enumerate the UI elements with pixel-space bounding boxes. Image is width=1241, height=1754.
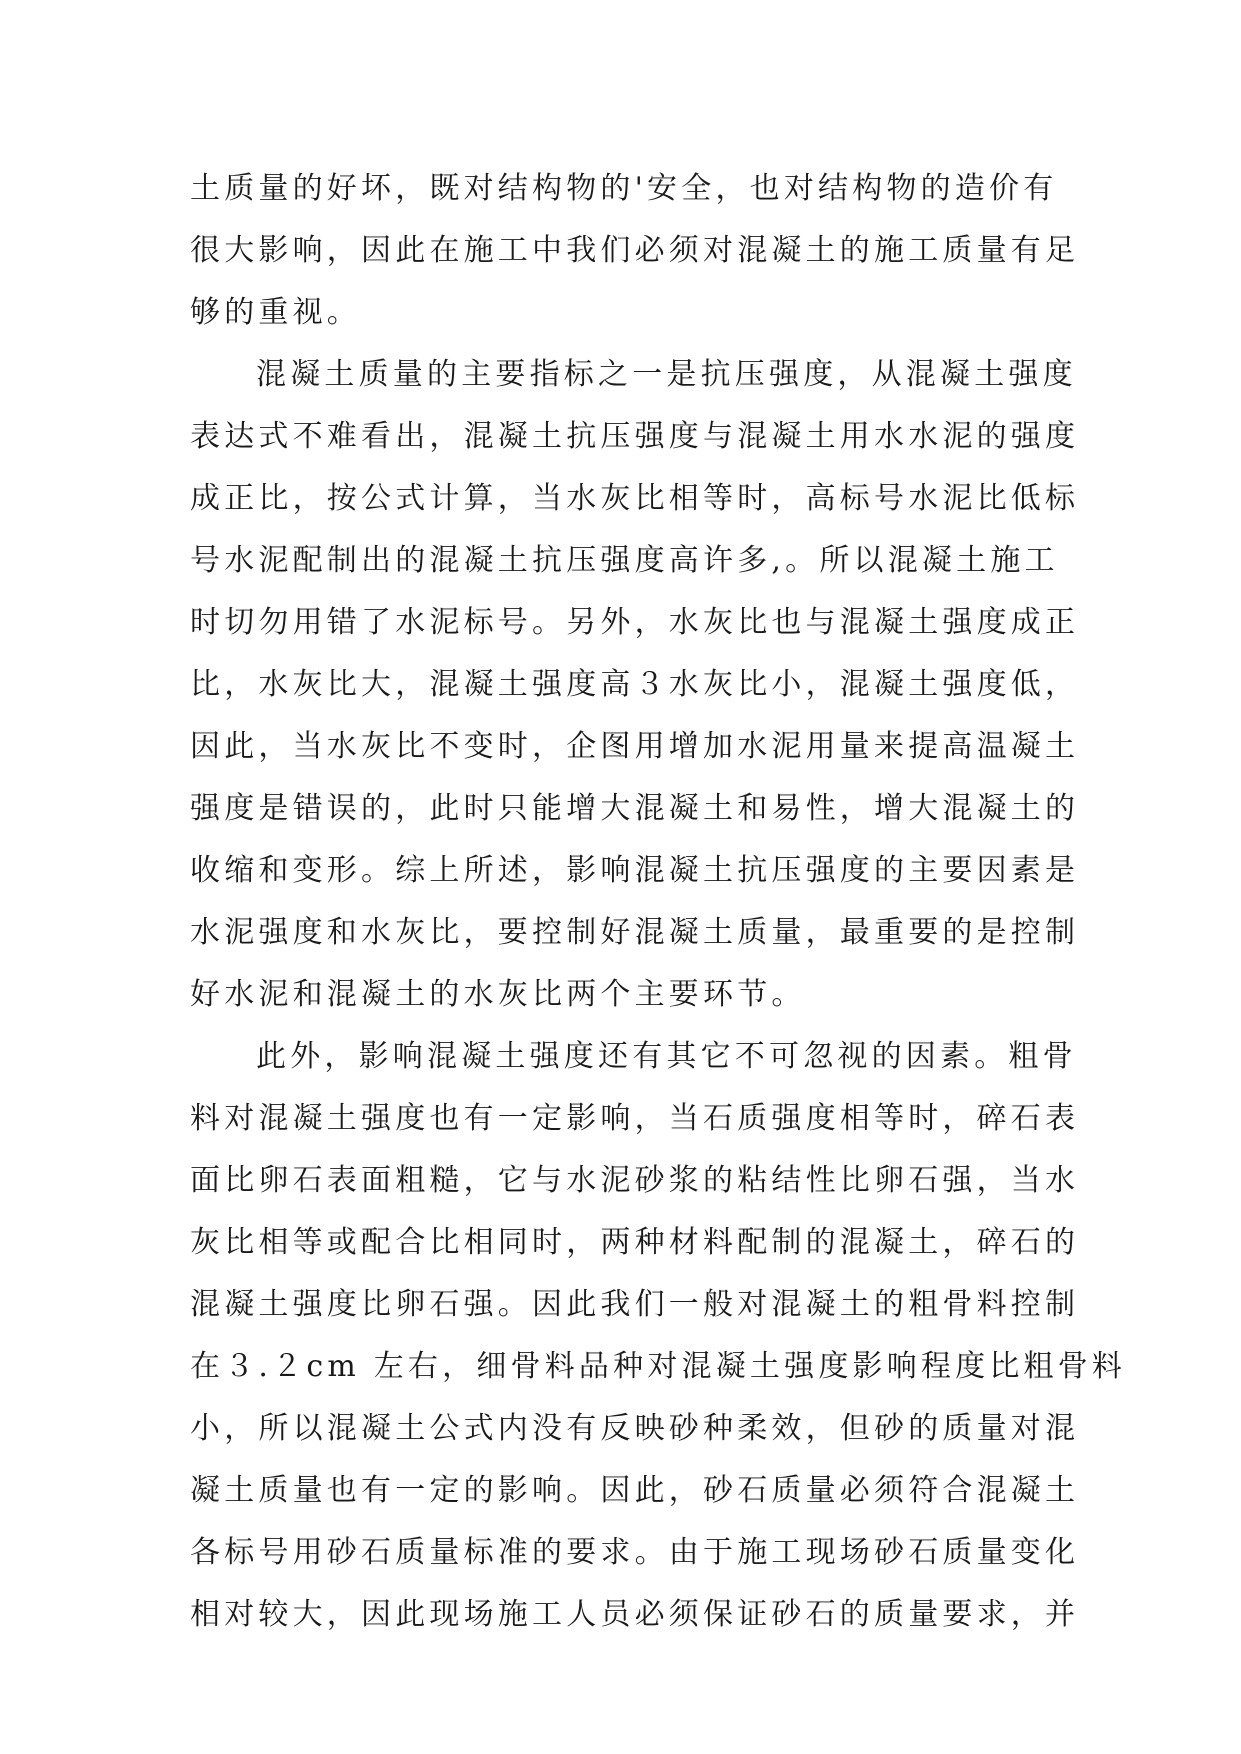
text-line: 成正比，按公式计算，当水灰比相等时，高标号水泥比低标	[190, 481, 1080, 516]
body-text	[190, 158, 1127, 1646]
text-line: 比，水灰比大，混凝土强度高３水灰比小，混凝土强度低，	[190, 667, 1080, 702]
text-line: 号水泥配制出的混凝土抗压强度高许多,。所以混凝土施工	[190, 543, 1059, 578]
text-line: 强度是错误的，此时只能增大混凝土和易性，增大混凝土的	[190, 791, 1080, 826]
text-line: 表达式不难看出，混凝土抗压强度与混凝土用水水泥的强度	[190, 419, 1080, 454]
text-line: 够的重视。	[190, 295, 361, 330]
text-line: 收缩和变形。综上所述，影响混凝土抗压强度的主要因素是	[190, 853, 1080, 888]
text-line: 凝土质量也有一定的影响。因此，砂石质量必须符合混凝土	[190, 1473, 1080, 1508]
text-line: 相对较大，因此现场施工人员必须保证砂石的质量要求，并	[190, 1597, 1080, 1632]
text-line: 灰比相等或配合比相同时，两种材料配制的混凝土，碎石的	[190, 1225, 1080, 1260]
text-line: 在３.２cm 左右，细骨料品种对混凝土强度影响程度比粗骨料	[190, 1349, 1127, 1384]
text-line: 各标号用砂石质量标准的要求。由于施工现场砂石质量变化	[190, 1535, 1080, 1570]
text-line: 土质量的好坏，既对结构物的'安全，也对结构物的造价有	[190, 171, 1058, 206]
text-line: 面比卵石表面粗糙，它与水泥砂浆的粘结性比卵石强，当水	[190, 1163, 1080, 1198]
paragraph-start-line: 混凝土质量的主要指标之一是抗压强度，从混凝土强度	[256, 357, 1077, 392]
text-line: 混凝土强度比卵石强。因此我们一般对混凝土的粗骨料控制	[190, 1287, 1080, 1322]
text-line: 时切勿用错了水泥标号。另外，水灰比也与混凝土强度成正	[190, 605, 1080, 640]
text-line: 料对混凝土强度也有一定影响，当石质强度相等时，碎石表	[190, 1101, 1080, 1136]
text-line: 好水泥和混凝土的水灰比两个主要环节。	[190, 977, 806, 1012]
text-line: 很大影响，因此在施工中我们必须对混凝土的施工质量有足	[190, 233, 1080, 268]
text-line: 水泥强度和水灰比，要控制好混凝土质量，最重要的是控制	[190, 915, 1080, 950]
text-line: 因此，当水灰比不变时，企图用增加水泥用量来提高温凝土	[190, 729, 1080, 764]
paragraph-start-line: 此外，影响混凝土强度还有其它不可忽视的因素。粗骨	[256, 1039, 1077, 1074]
text-line: 小，所以混凝土公式内没有反映砂种柔效，但砂的质量对混	[190, 1411, 1080, 1446]
